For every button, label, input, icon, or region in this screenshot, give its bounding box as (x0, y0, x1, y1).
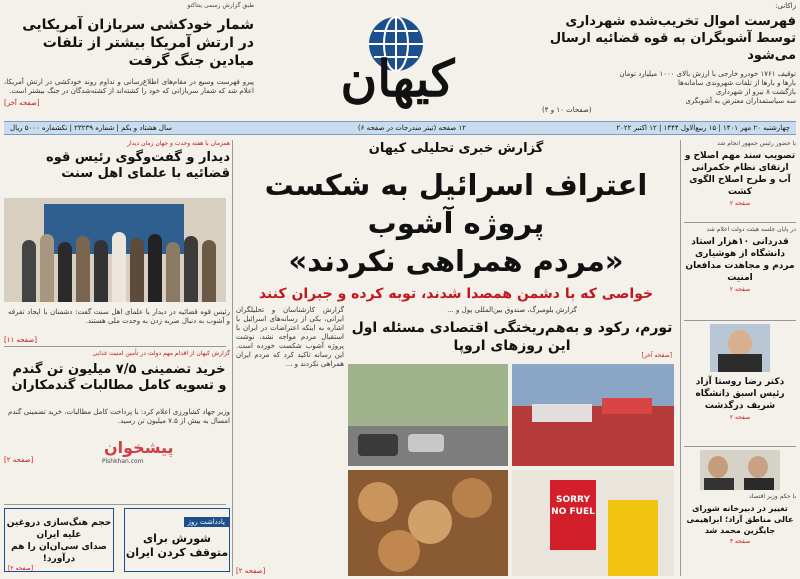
date-bar-issue: سال هشتاد و یکم | شماره ۲۳۲۳۹ | تکشماره ۵۰۰۰ ریال (10, 124, 173, 132)
left-headline-2: خرید تضمینی ۷/۵ میلیون تن گندم و تسویه کامل مطالبات گندمکاران (11, 362, 227, 393)
top-left-slogan: طبق گزارش رسمی ینتاکتو (187, 2, 254, 9)
right-item-4[interactable] (684, 450, 796, 576)
economy-headline: تورم، رکود و به‌هم‌ریختگی اقتصادی مسئله اول این روزهای اروپا (351, 320, 673, 354)
right-item-4-ref: صفحه ۴ (729, 538, 751, 545)
note-box-1-label: پادداشت روز (184, 517, 229, 527)
note-box-1-title: شورش برای متوقف کردن ایران (125, 532, 229, 559)
right-item-4-kicker: با حکم وزیر اقتصاد (748, 493, 796, 500)
date-bar-pages: ۱۲ صفحه (تیتر مندرجات در صفحه ۶) (357, 124, 466, 132)
bullet-item: بارها و بارها از تلفات شهروندی سامانه‌ها (678, 79, 796, 87)
watermark-url: Pishkhan.com (102, 458, 144, 465)
note-box-2-ref: [صفحه ۲] (8, 565, 34, 572)
right-item-1-ref: صفحه ۲ (729, 200, 751, 207)
right-item-3[interactable] (684, 324, 796, 444)
bullet-item: توقیف ۱۷۶۱ خودرو خارجی با ارزش بالای ۱۰۰۰ میلیارد تومان (619, 70, 796, 78)
top-right-teaser (542, 2, 796, 120)
right-column (684, 140, 796, 576)
top-right-kicker: زاکانی: (775, 2, 796, 10)
right-item-1[interactable] (684, 140, 796, 220)
main-kicker: گزارش خبری تحلیلی کیهان (368, 141, 544, 156)
no-fuel-sign: SORRY NO FUEL (550, 480, 596, 550)
top-left-page-ref: [صفحه آخر] (4, 99, 40, 107)
note-box-2[interactable] (4, 508, 114, 572)
date-bar (4, 121, 796, 135)
logo-text: کیهان (340, 49, 455, 108)
left-kicker-1: همزمان با هفته وحدت و جهان زمان دیدار (127, 140, 230, 147)
economy-story[interactable] (348, 306, 676, 576)
note-box-2-sub: صدای سی‌ان‌ان را هم درآورد! (11, 542, 107, 564)
right-item-2-ref: صفحه ۲ (729, 286, 751, 293)
protest-photo (512, 364, 674, 466)
right-item-1-kicker: با حضور رئیس جمهور انجام شد (717, 140, 796, 147)
top-right-bullets (542, 70, 796, 106)
left-kicker-2: گزارش کیهان از اقدام مهم دولت در تأمین امنیت غذایی (92, 350, 230, 357)
center-page-ref: [صفحه ۲] (236, 567, 266, 575)
center-text-column (236, 306, 344, 576)
traffic-photo (348, 364, 508, 466)
main-headline-2: «مردم همراهی نکردند» (288, 244, 624, 278)
left-text-2: وزیر جهاد کشاورزی اعلام کرد: با پرداخت کامل مطالبات، خرید تضمینی گندم امسال به بیش از ۷.۵ میلیون تن رسید. (8, 408, 230, 425)
center-text: گزارش کارشناسان و تحلیلگران ایرانی، یکی از رسانه‌های اسرائیل با اشاره به اینکه اعتراضات در ایران با استقبال مردم مواجه نشد، نوشت پروژه آشوب شکست خورده است. این رسانه تاکید کرد که مردم ایران همراهی نکردند و ... (236, 306, 344, 368)
left-headline-1: دیدار و گفت‌وگوی رئیس قوه قضائیه با علمای اهل سنت (46, 150, 230, 181)
top-right-page-ref: (صفحات ۱۰ و ۴) (542, 106, 592, 114)
economy-kicker: گزارش بلومبرگ، صندوق بین‌المللی پول و ... (447, 306, 577, 314)
portrait-photo-1 (710, 324, 770, 372)
firewood-photo (348, 470, 508, 576)
top-right-headline: فهرست اموال تخریب‌شده شهرداری توسط آشوبگران به قوه قضائیه ارسال می‌شود (549, 14, 796, 63)
right-item-3-ref: صفحه ۲ (729, 414, 751, 421)
economy-page-ref: [صفحه آخر] (641, 352, 672, 359)
top-left-text: پیرو فهرست وسیع در مقام‌های اطلاع‌رسانی و تداوم روند خودکشی در ارتش آمریکا، اعلام شد که شمار سربازانی که خود را کشته‌اند از کشته‌شدگان در جنگ بیشتر است. (4, 78, 254, 95)
right-item-2-headline: قدردانی ۱۰هزار استاد دانشگاه از هوشیاری مردم و مجاهدت مدافعان امنیت (685, 237, 795, 283)
left-page-ref-2: [صفحه ۲] (4, 456, 34, 464)
right-item-3-headline: دکتر رضا روستا آزاد رئیس اسبق دانشگاه شریف درگذشت (695, 377, 785, 411)
right-item-4-headline: تغییر در دبیرخانه شورای عالی مناطق آزاد؛ ابراهیمی جایگزین محمد شد (686, 504, 794, 535)
meeting-photo (4, 198, 226, 302)
top-left-headline: شمار خودکشی سربازان آمریکایی در ارتش آمریکا بیشتر از تلفات میادین جنگ گرفت (22, 17, 254, 69)
note-box-2-title: حجم هنگ‌سازی دروغین علیه ایران (6, 518, 112, 540)
fuel-photo (512, 470, 674, 576)
bullet-item: سه سیاستمداران معترض به آشوبگری (685, 97, 796, 105)
top-left-teaser (4, 2, 254, 120)
date-bar-date: چهارشنبه ۲۰ مهر ۱۴۰۱ | ۱۵ ربیع‌الاول ۱۴۴۴ | ۱۲ اکتبر ۲۰۲۲ (616, 124, 790, 132)
main-subhead: خواصی که با دشمن همصدا شدند، توبه کرده و جبران کنند (258, 286, 654, 302)
left-column (4, 140, 230, 576)
right-item-2[interactable] (684, 226, 796, 318)
masthead-logo[interactable] (290, 4, 505, 116)
bullet-item: بازگشت ۸ نیرو از شهرداری (715, 88, 796, 96)
note-box-1[interactable] (124, 508, 230, 572)
left-page-ref-1: [صفحه ۱۱] (4, 336, 37, 344)
left-text-1: رئیس قوه قضائیه در دیدار با علمای اهل سنت گفت: دشمنان با ایجاد تفرقه و آشوب به دنبال ضربه زدن به وحدت ملی هستند. (8, 308, 230, 325)
right-item-2-kicker: در پایان جلسه هیئت دولت اعلام شد (706, 226, 796, 233)
watermark-logo: پیشخوان (104, 438, 174, 457)
main-headline-1: اعتراف اسرائیل به شکست پروژه آشوب (264, 168, 648, 240)
portrait-photo-2 (700, 450, 780, 490)
right-item-1-headline: تصویب سند مهم اصلاح و ارتقای نظام حکمرانی آب و طرح اصلاح الگوی کشت (684, 151, 796, 197)
main-story[interactable] (236, 140, 676, 304)
